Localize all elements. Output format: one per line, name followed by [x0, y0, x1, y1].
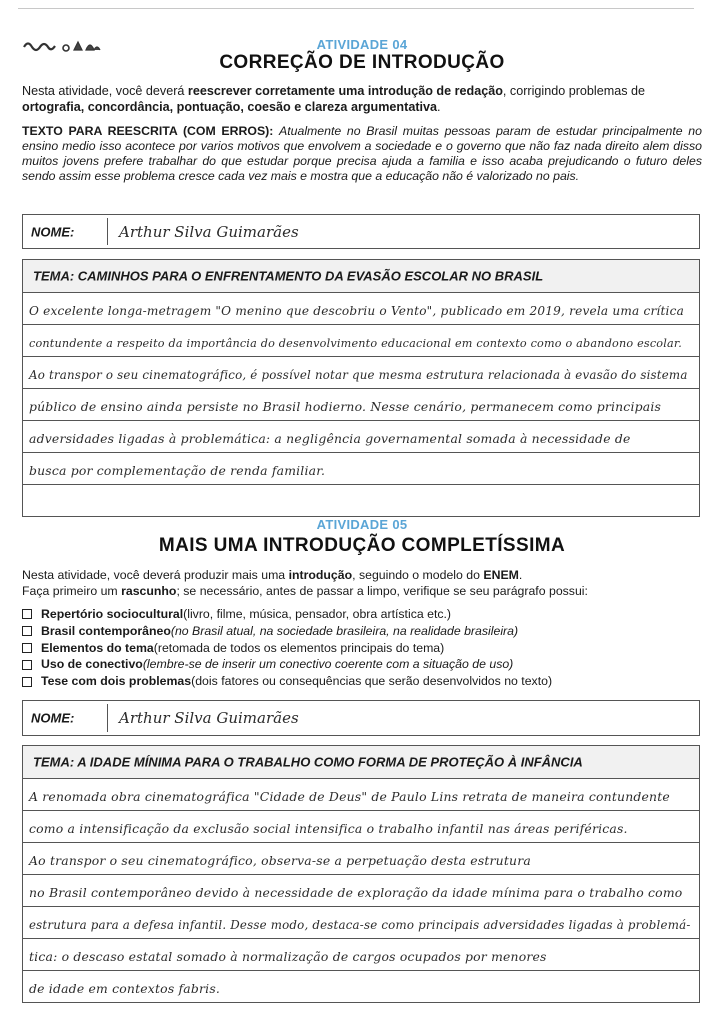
tema-text: TEMA: A IDADE MÍNIMA PARA O TRABALHO COMO FORMA DE PROTEÇÃO À INFÂNCIA: [33, 754, 583, 770]
activity-05-label: ATIVIDADE 05: [316, 517, 408, 532]
checkbox-icon[interactable]: [22, 609, 32, 619]
checklist-item: Repertório sociocultural (livro, filme, música, pensador, obra artística etc.): [22, 606, 702, 623]
writing-line: no Brasil contemporâneo devido à necessidade de exploração da idade mínima para o trabalho como: [23, 874, 699, 906]
tema-banner-04: [22, 259, 700, 293]
checklist-item: Brasil contemporâneo (no Brasil atual, na sociedade brasileira, na realidade brasileira): [22, 623, 702, 640]
activity-04-instructions: Nesta atividade, você deverá reescrever corretamente uma introdução de redação, corrigindo problemas de ortografia, concordância, pontuação, coesão e clareza argumentativa.: [22, 84, 646, 114]
tema-text: TEMA: CAMINHOS PARA O ENFRENTAMENTO DA EVASÃO ESCOLAR NO BRASIL: [33, 268, 544, 284]
writing-line: adversidades ligadas à problemática: a negligência governamental somada à necessidade de: [23, 420, 699, 452]
writing-line: Ao transpor o seu cinematográfico, é possível notar que mesma estrutura relacionada à evasão do sistema: [23, 356, 699, 388]
writing-line: de idade em contextos fabris.: [23, 970, 699, 1002]
checkbox-icon[interactable]: [22, 626, 32, 636]
name-value: Arthur Silva Guimarães: [119, 222, 299, 241]
writing-line: público de ensino ainda persiste no Brasil hodierno. Nesse cenário, permanecem como principais: [23, 388, 699, 420]
name-divider: [107, 218, 108, 245]
rewrite-text-block: [22, 124, 702, 184]
rewrite-text: Atualmente no Brasil muitas pessoas param de estudar principalmente no ensino medio isso acontece por varios motivos que envolvem a sociedade e o governo que não faz nada direito alem disso muitos jovens prefere trabalhar do que estudar porque precisa ajuda a familia e isso acaba prejudicando o futuro deles sendo assim esse problema cresce cada vez mais e mostra que a educação não é valorizado no pais.: [22, 124, 702, 183]
writing-lines-04[interactable]: [22, 292, 700, 517]
writing-line: busca por complementação de renda familiar.: [23, 452, 699, 484]
name-field-05[interactable]: [22, 700, 700, 736]
top-rule: [18, 8, 694, 9]
writing-line: estrutura para a defesa infantil. Desse modo, destaca-se como principais adversidades ligadas à problemá-: [23, 906, 699, 938]
checklist: [22, 606, 702, 690]
writing-lines-05[interactable]: [22, 778, 700, 1003]
name-label: NOME:: [31, 224, 75, 239]
writing-line: como a intensificação da exclusão social intensifica o trabalho infantil nas áreas periféricas.: [23, 810, 699, 842]
name-field-04[interactable]: [22, 214, 700, 249]
checkbox-icon[interactable]: [22, 660, 32, 670]
rewrite-label: TEXTO PARA REESCRITA (COM ERROS):: [22, 124, 274, 138]
writing-line: O excelente longa-metragem "O menino que descobriu o Vento", publicado em 2019, revela uma crítica: [23, 292, 699, 324]
activity-05-title: MAIS UMA INTRODUÇÃO COMPLETÍSSIMA: [158, 535, 566, 556]
writing-line: tica: o descaso estatal somado à normalização de cargos ocupados por menores: [23, 938, 699, 970]
activity-04-label: ATIVIDADE 04: [316, 37, 408, 52]
writing-line: [23, 484, 699, 516]
checkbox-icon[interactable]: [22, 643, 32, 653]
checkbox-icon[interactable]: [22, 677, 32, 687]
checklist-item: Tese com dois problemas (dois fatores ou consequências que serão desenvolvidos no texto): [22, 673, 702, 690]
writing-line: Ao transpor o seu cinematográfico, observa-se a perpetuação desta estrutura: [23, 842, 699, 874]
activity-05-instructions: Nesta atividade, você deverá produzir mais uma introdução, seguindo o modelo do ENEM. Faça primeiro um rascunho; se necessário, antes de passar a limpo, verifique se seu parágrafo possui:: [22, 568, 588, 598]
checklist-item: Uso de conectivo (lembre-se de inserir um conectivo coerente com a situação de uso): [22, 656, 702, 673]
tema-banner-05: [22, 745, 700, 779]
name-value: Arthur Silva Guimarães: [119, 709, 299, 727]
checklist-item: Elementos do tema (retomada de todos os elementos principais do tema): [22, 640, 702, 657]
writing-line: contundente a respeito da importância do desenvolvimento educacional em contexto como o abandono escolar.: [23, 324, 699, 356]
activity-04-title: CORREÇÃO DE INTRODUÇÃO: [219, 52, 505, 73]
name-divider: [107, 704, 108, 732]
writing-line: A renomada obra cinematográfica "Cidade de Deus" de Paulo Lins retrata de maneira contundente: [23, 778, 699, 810]
name-label: NOME:: [31, 710, 75, 726]
